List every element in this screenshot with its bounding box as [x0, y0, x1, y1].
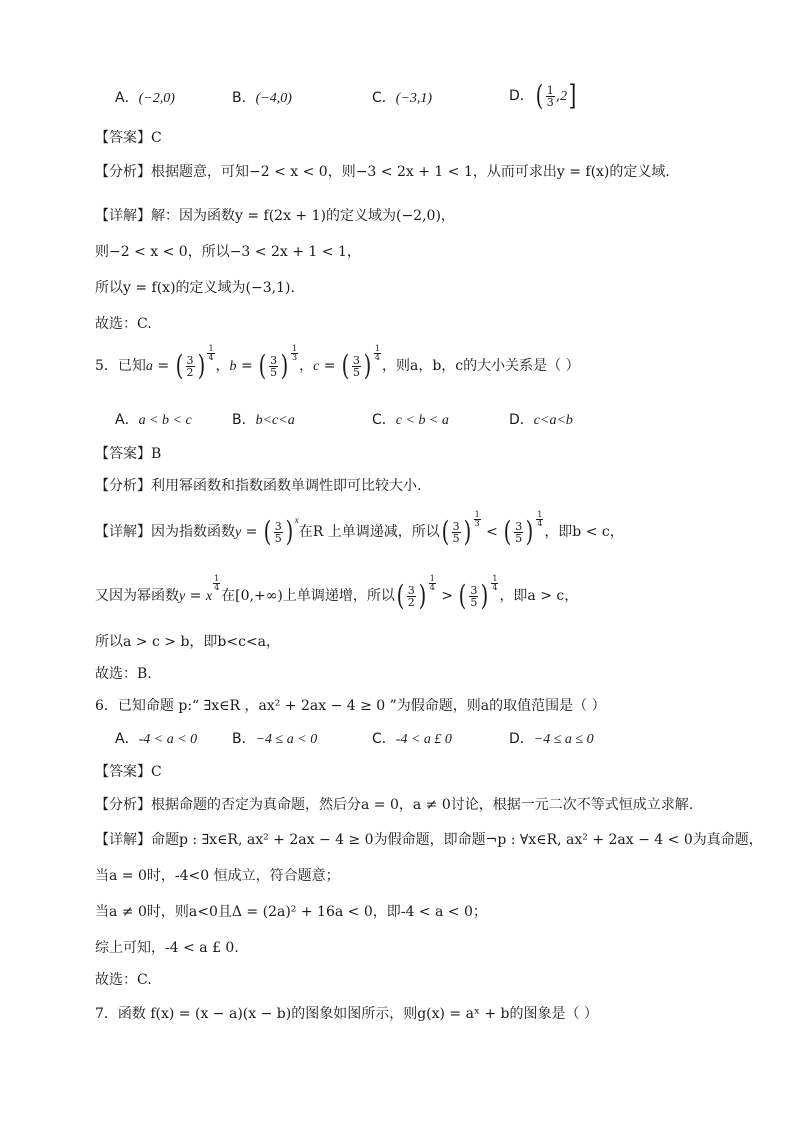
- detail-tag: 【详解】: [95, 208, 151, 224]
- option-label: D．: [509, 88, 534, 104]
- q4-detail-1: [95, 206, 455, 226]
- option-label: A．: [115, 412, 139, 428]
- detail-text: 又因为幂函数: [95, 588, 179, 604]
- q4-analysis: [95, 162, 670, 182]
- q6-detail-3: 当a ≠ 0时，则a<0且Δ = (2a)² + 16a < 0，即-4 < a < 0；: [95, 904, 487, 920]
- analysis-text: 根据命题的否定为真命题，然后分a = 0，a ≠ 0讨论，根据一元二次不等式恒成立求解.: [151, 797, 694, 813]
- stem-suffix: ，则a，b，c的大小关系是（ ）: [381, 358, 580, 374]
- q6-detail-1: [95, 830, 763, 850]
- q5-detail-2: 又因为幂函数y = x $\frac{1}{4}$ 在[0,+∞)上单调递增，所以( $\frac{3}{2}$ ) $\frac{1}{4}$ > ( $\frac{3}{5}$ ) $\frac{1}{4}$ ，即a > c，: [95, 574, 579, 612]
- q6-stem: 6．已知命题 p:“ ∃x∈R ，ax² + 2ax − 4 ≥ 0 ”为假命题，则a的取值范围是（ ）: [95, 698, 606, 714]
- q4-option-a: [115, 88, 175, 109]
- q6-answer: [95, 762, 162, 782]
- q4-conclusion: 故选：C.: [95, 316, 152, 332]
- answer-value: C: [151, 130, 162, 146]
- option-value: 2: [560, 89, 568, 104]
- option-value: -4 < a £ 0: [395, 732, 452, 747]
- option-label: B．: [232, 412, 256, 428]
- q5-detail-1: 【详解】因为指数函数y = ( $\frac{3}{5}$ ) x在R 上单调递减，所以( $\frac{3}{5}$ ) $\frac{1}{3}$ < ( $\frac{3}{5}$ ) $\frac{1}{4}$ ，即b < c，: [95, 510, 624, 548]
- option-label: D．: [509, 731, 534, 747]
- detail-text: 因为指数函数: [151, 524, 235, 540]
- analysis-tag: 【分析】: [95, 478, 151, 494]
- q5-option-a: [115, 410, 192, 431]
- answer-tag: 【答案】: [95, 130, 151, 146]
- q6-option-b: [232, 729, 317, 750]
- option-label: A．: [115, 731, 139, 747]
- q5-conclusion: 故选：B.: [95, 666, 152, 682]
- stem-prefix: 5．已知: [95, 358, 146, 374]
- option-label: B．: [232, 90, 256, 106]
- q6-conclusion: 故选：C.: [95, 972, 152, 988]
- detail-text: 在R 上单调递减，所以: [298, 524, 440, 540]
- q5-stem: 5．已知a = ( $\frac{3}{2}$ ) $\frac{1}{4}$ ，b = ( $\frac{3}{5}$ ) $\frac{1}{3}$ ，c = ( $\frac{3}{5}$ ) $\frac{1}{4}$ ，则a，b，c的大小关系是（ ）: [95, 344, 580, 382]
- q5-detail-3: 所以a > c > b，即b<c<a，: [95, 634, 281, 650]
- q4-detail-3: 所以y = f(x)的定义域为(−3,1).: [95, 280, 295, 296]
- option-value: −4 ≤ a < 0: [255, 732, 318, 747]
- option-label: D．: [509, 412, 534, 428]
- detail-text: 命题p : ∃x∈R, ax² + 2ax − 4 ≥ 0为假命题，即命题¬p : ∀x∈R, ax² + 2ax − 4 < 0为真命题，: [151, 832, 763, 848]
- q7-stem: 7．函数 f(x) = (x − a)(x − b)的图象如图所示，则g(x) = aˣ + b的图象是（ ）: [95, 1006, 598, 1022]
- option-value: a < b < c: [138, 413, 192, 428]
- option-value: c < b < a: [395, 413, 449, 428]
- q5-option-b: [232, 410, 295, 431]
- q4-detail-2: 则−2 < x < 0，所以−3 < 2x + 1 < 1，: [95, 244, 361, 260]
- detail-text: ，即b < c，: [544, 524, 624, 540]
- option-label: A．: [115, 90, 139, 106]
- q5-analysis: [95, 476, 421, 496]
- option-value: b<c<a: [255, 413, 295, 428]
- option-label: C．: [372, 731, 396, 747]
- analysis-text: 根据题意，可知−2 < x < 0，则−3 < 2x + 1 < 1，从而可求出y = f(x)的定义域.: [151, 164, 670, 180]
- detail-text: 在[0,+∞)上单调递增，所以: [221, 588, 395, 604]
- q5-answer: [95, 444, 161, 464]
- answer-value: B: [151, 446, 162, 462]
- option-label: C．: [372, 412, 396, 428]
- option-value: −4 ≤ a ≤ 0: [533, 732, 594, 747]
- answer-value: C: [151, 764, 162, 780]
- option-value: (−4,0): [255, 91, 292, 106]
- answer-tag: 【答案】: [95, 446, 151, 462]
- detail-tag: 【详解】: [95, 524, 151, 540]
- q6-detail-2: 当a = 0时，-4<0 恒成立，符合题意；: [95, 868, 340, 884]
- q6-option-c: [372, 729, 452, 750]
- option-value: c<a<b: [533, 413, 573, 428]
- answer-tag: 【答案】: [95, 764, 151, 780]
- q6-option-d: [509, 729, 594, 750]
- analysis-tag: 【分析】: [95, 164, 151, 180]
- option-label: B．: [232, 731, 256, 747]
- option-label: C．: [372, 90, 396, 106]
- q6-option-a: [115, 729, 197, 750]
- analysis-tag: 【分析】: [95, 797, 151, 813]
- detail-text: ，即a > c，: [499, 588, 579, 604]
- q5-option-d: [509, 410, 573, 431]
- q4-option-c: [372, 88, 432, 109]
- q6-detail-4: 综上可知，-4 < a £ 0.: [95, 940, 239, 956]
- option-value: (−3,1): [395, 91, 433, 106]
- q5-option-c: [372, 410, 449, 431]
- detail-tag: 【详解】: [95, 832, 151, 848]
- q4-option-b: [232, 88, 292, 109]
- option-value: (−2,0): [138, 91, 175, 106]
- q4-answer: [95, 128, 162, 148]
- q6-analysis: [95, 795, 693, 815]
- detail-text: 解：因为函数y = f(2x + 1)的定义域为(−2,0)，: [151, 208, 455, 224]
- analysis-text: 利用幂函数和指数函数单调性即可比较大小.: [151, 478, 422, 494]
- q4-option-d: D．( $\frac{1}{3}$ ,2]: [509, 79, 577, 112]
- option-value: -4 < a < 0: [138, 732, 198, 747]
